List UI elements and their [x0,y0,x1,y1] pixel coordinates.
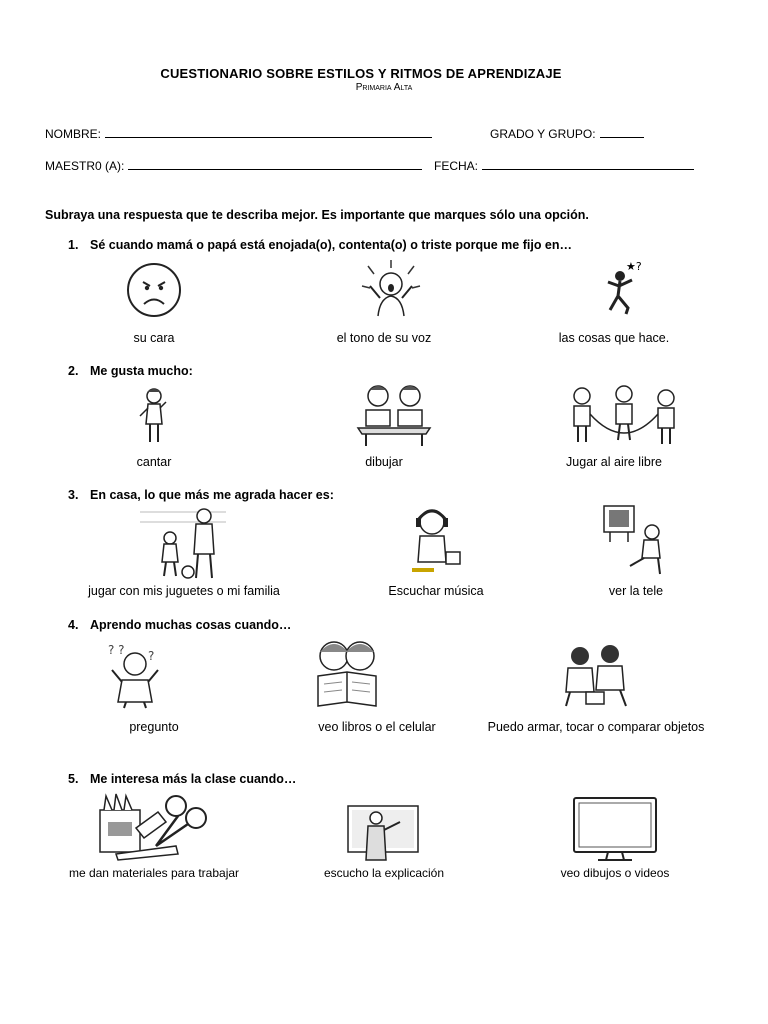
q2-option-1[interactable]: cantar [136,455,172,469]
watching-tv-icon [600,502,666,578]
question-2-number: 2. [68,364,79,378]
tv-screen-icon [572,796,658,864]
teacher-explaining-icon [346,800,420,864]
angry-face-icon [126,262,182,318]
nombre-label: NOMBRE: [45,127,102,141]
question-3 [68,488,334,502]
stick-figure-icon [598,258,652,316]
question-5-number: 5. [68,772,79,786]
q4-option-3[interactable]: Puedo armar, tocar o comparar objetos [487,720,705,734]
q2-option-3[interactable]: Jugar al aire libre [566,455,662,469]
question-2 [68,364,193,378]
singing-child-icon [134,386,174,446]
grado-blank[interactable] [600,126,644,138]
question-1-number: 1. [68,238,79,252]
question-4-text: Aprendo muchas cosas cuando… [90,618,292,632]
svg-text:★?: ★? [626,260,642,273]
grado-field[interactable] [490,126,644,141]
questioning-child-icon [104,640,166,710]
question-1 [68,238,572,252]
fecha-label: FECHA: [434,159,479,173]
q5-option-3[interactable]: veo dibujos o videos [560,866,670,880]
shouting-person-icon [358,258,424,318]
svg-text:? ?: ? ? [108,643,125,657]
children-jumping-rope-icon [566,382,684,446]
q2-option-2[interactable]: dibujar [365,455,403,469]
question-2-text: Me gusta mucho: [90,364,193,378]
q5-option-1[interactable]: me dan materiales para trabajar [68,866,240,880]
fecha-blank[interactable] [482,158,694,170]
maestro-label: MAESTR0 (A): [45,159,125,173]
grado-label: GRADO Y GRUPO: [490,127,596,141]
question-5 [68,772,296,786]
question-4-number: 4. [68,618,79,632]
question-1-text: Sé cuando mamá o papá está enojada(o), contenta(o) o triste porque me fijo en… [90,238,573,252]
instructions: Subraya una respuesta que te describa mejor. Es importante que marques sólo una opción. [45,208,589,222]
nombre-field[interactable] [45,126,432,141]
page-title: CUESTIONARIO SOBRE ESTILOS Y RITMOS DE APRENDIZAJE [160,66,562,81]
question-5-text: Me interesa más la clase cuando… [90,772,297,786]
school-supplies-icon [96,792,212,862]
maestro-field[interactable] [45,158,422,173]
svg-text:?: ? [148,649,155,663]
fecha-field[interactable] [434,158,694,173]
q1-option-1[interactable]: su cara [133,331,175,345]
nombre-blank[interactable] [105,126,432,138]
listening-music-icon [408,502,464,574]
children-reading-book-icon [310,636,384,710]
q3-option-1[interactable]: jugar con mis juguetes o mi familia [88,584,280,598]
page-subtitle: Primaria Alta [355,82,413,93]
family-playing-icon [140,502,226,580]
q5-option-2[interactable]: escucho la explicación [323,866,445,880]
question-4 [68,618,291,632]
question-3-text: En casa, lo que más me agrada hacer es: [90,488,334,502]
maestro-blank[interactable] [128,158,422,170]
q3-option-3[interactable]: ver la tele [608,584,664,598]
question-3-number: 3. [68,488,79,502]
q4-option-1[interactable]: pregunto [129,720,179,734]
q1-option-3[interactable]: las cosas que hace. [558,331,670,345]
children-building-icon [556,640,636,710]
q3-option-2[interactable]: Escuchar música [388,584,484,598]
q4-option-2[interactable]: veo libros o el celular [318,720,436,734]
children-drawing-icon [354,382,434,448]
q1-option-2[interactable]: el tono de su voz [336,331,432,345]
